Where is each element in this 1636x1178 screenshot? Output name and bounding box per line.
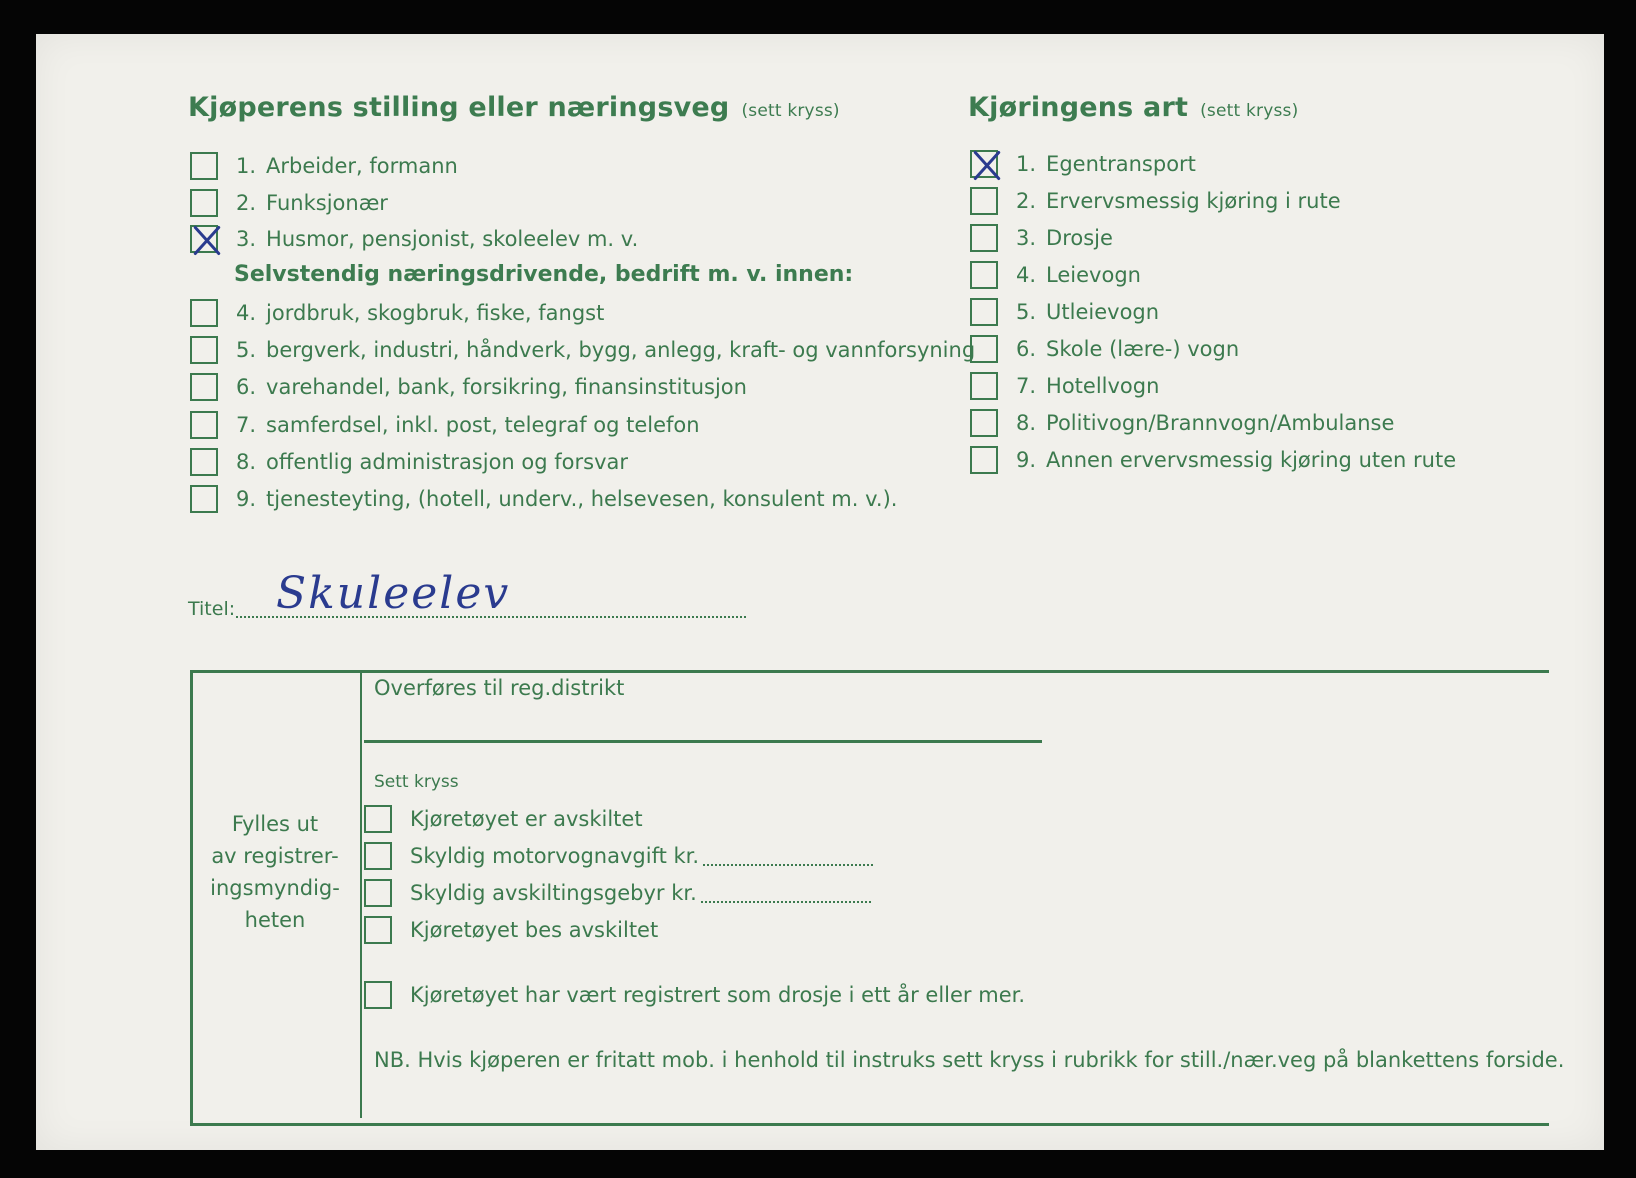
option-number: 9. xyxy=(1016,448,1037,472)
driving-type-option-8[interactable] xyxy=(970,406,1394,440)
amount-field-line[interactable] xyxy=(701,883,871,903)
checkbox[interactable] xyxy=(190,485,218,513)
option-number: 5. xyxy=(236,338,257,362)
option-number: 3. xyxy=(236,227,257,251)
driving-type-option-3[interactable] xyxy=(970,221,1113,255)
left-section-hint: (sett kryss) xyxy=(741,101,840,121)
right-section-title-text: Kjøringens art xyxy=(968,92,1189,123)
option-label: varehandel, bank, forsikring, finansinstitusjon xyxy=(266,375,747,399)
option-label: samferdsel, inkl. post, telegraf og telefon xyxy=(266,413,700,437)
option-label: tjenesteyting, (hotell, underv., helsevesen, konsulent m. v.). xyxy=(266,487,898,511)
option-number: 8. xyxy=(236,450,257,474)
checkbox-checked[interactable] xyxy=(190,225,218,253)
option-number: 7. xyxy=(236,413,257,437)
option-number: 4. xyxy=(1016,263,1037,287)
option-label: Arbeider, formann xyxy=(266,154,458,178)
registry-option-bes-avskiltet[interactable] xyxy=(364,913,658,947)
option-label: Husmor, pensjonist, skoleelev m. v. xyxy=(266,227,639,251)
checkbox[interactable] xyxy=(364,981,392,1009)
option-label: bergverk, industri, håndverk, bygg, anlegg, kraft- og vannforsyning xyxy=(266,338,976,362)
registry-side-label: Fylles ut av registrer- ingsmyndig- heten xyxy=(210,812,340,932)
driving-type-option-4[interactable] xyxy=(970,258,1141,292)
option-label: Egentransport xyxy=(1046,152,1196,176)
driving-type-option-1[interactable] xyxy=(970,147,1196,181)
option-label: Kjøretøyet bes avskiltet xyxy=(410,918,659,942)
checkbox[interactable] xyxy=(970,335,998,363)
checkbox[interactable] xyxy=(364,916,392,944)
nb-note: NB. Hvis kjøperen er fritatt mob. i henhold til instruks sett kryss i rubrikk for still./nær.veg på blankettens forside. xyxy=(374,1048,1565,1072)
sett-kryss-label: Sett kryss xyxy=(374,772,459,792)
option-number: 6. xyxy=(236,375,257,399)
option-number: 5. xyxy=(1016,300,1037,324)
occupation-option-1[interactable] xyxy=(190,149,458,183)
transfer-field-line[interactable] xyxy=(364,740,1042,743)
right-section-title xyxy=(968,92,1298,123)
driving-type-option-5[interactable] xyxy=(970,295,1159,329)
checkbox[interactable] xyxy=(970,409,998,437)
option-label: Annen ervervsmessig kjøring uten rute xyxy=(1046,448,1457,472)
business-option-9[interactable] xyxy=(190,482,897,516)
option-label: Skole (lære-) vogn xyxy=(1046,337,1240,361)
checkbox-checked[interactable] xyxy=(970,150,998,178)
checkbox[interactable] xyxy=(364,805,392,833)
option-label: Skyldig motorvognavgift kr. xyxy=(410,844,700,868)
option-label: Drosje xyxy=(1046,226,1113,250)
checkbox[interactable] xyxy=(190,411,218,439)
business-option-5[interactable] xyxy=(190,333,975,367)
driving-type-option-9[interactable] xyxy=(970,443,1456,477)
business-option-4[interactable] xyxy=(190,296,604,330)
titel-handwritten-value: Skuleelev xyxy=(276,568,511,619)
registry-option-motorvognavgift[interactable] xyxy=(364,839,873,873)
business-option-8[interactable] xyxy=(190,445,628,479)
business-option-7[interactable] xyxy=(190,408,700,442)
checkbox[interactable] xyxy=(190,336,218,364)
option-number: 6. xyxy=(1016,337,1037,361)
registry-option-avskiltingsgebyr[interactable] xyxy=(364,876,871,910)
option-number: 8. xyxy=(1016,411,1037,435)
checkbox[interactable] xyxy=(970,372,998,400)
business-subheading: Selvstendig næringsdrivende, bedrift m. v. innen: xyxy=(234,262,854,287)
option-label: Ervervsmessig kjøring i rute xyxy=(1046,189,1341,213)
registry-option-avskiltet[interactable] xyxy=(364,802,643,836)
option-label: Skyldig avskiltingsgebyr kr. xyxy=(410,881,697,905)
option-label: offentlig administrasjon og forsvar xyxy=(266,450,629,474)
checkbox[interactable] xyxy=(190,373,218,401)
option-label: Kjøretøyet er avskiltet xyxy=(410,807,643,831)
option-number: 7. xyxy=(1016,374,1037,398)
transfer-label: Overføres til reg.distrikt xyxy=(374,676,625,700)
option-label: jordbruk, skogbruk, fiske, fangst xyxy=(266,301,605,325)
option-number: 1. xyxy=(1016,152,1037,176)
driving-type-option-2[interactable] xyxy=(970,184,1341,218)
option-label: Hotellvogn xyxy=(1046,374,1160,398)
option-label: Politivogn/Brannvogn/Ambulanse xyxy=(1046,411,1395,435)
option-number: 1. xyxy=(236,154,257,178)
checkbox[interactable] xyxy=(190,299,218,327)
checkbox[interactable] xyxy=(970,446,998,474)
right-section-hint: (sett kryss) xyxy=(1200,101,1299,121)
checkbox[interactable] xyxy=(364,842,392,870)
occupation-option-2[interactable] xyxy=(190,186,388,220)
option-number: 4. xyxy=(236,301,257,325)
option-label: Utleievogn xyxy=(1046,300,1160,324)
checkbox[interactable] xyxy=(970,261,998,289)
driving-type-option-6[interactable] xyxy=(970,332,1239,366)
registry-option-drosje[interactable] xyxy=(364,978,1025,1012)
amount-field-line[interactable] xyxy=(703,846,873,866)
option-number: 2. xyxy=(236,191,257,215)
checkbox[interactable] xyxy=(364,879,392,907)
checkbox[interactable] xyxy=(970,224,998,252)
option-number: 3. xyxy=(1016,226,1037,250)
business-option-6[interactable] xyxy=(190,370,747,404)
left-section-title xyxy=(188,92,840,123)
checkbox[interactable] xyxy=(190,152,218,180)
checkbox[interactable] xyxy=(970,187,998,215)
checkbox[interactable] xyxy=(970,298,998,326)
option-label: Funksjonær xyxy=(266,191,388,215)
occupation-option-3[interactable] xyxy=(190,222,638,256)
driving-type-option-7[interactable] xyxy=(970,369,1159,403)
checkbox[interactable] xyxy=(190,448,218,476)
option-label: Leievogn xyxy=(1046,263,1141,287)
registry-box-divider xyxy=(360,672,362,1118)
titel-label: Titel: xyxy=(188,598,236,620)
checkbox[interactable] xyxy=(190,189,218,217)
option-number: 2. xyxy=(1016,189,1037,213)
left-section-title-text: Kjøperens stilling eller næringsveg xyxy=(188,92,730,123)
option-label: Kjøretøyet har vært registrert som drosje i ett år eller mer. xyxy=(410,983,1025,1007)
option-number: 9. xyxy=(236,487,257,511)
